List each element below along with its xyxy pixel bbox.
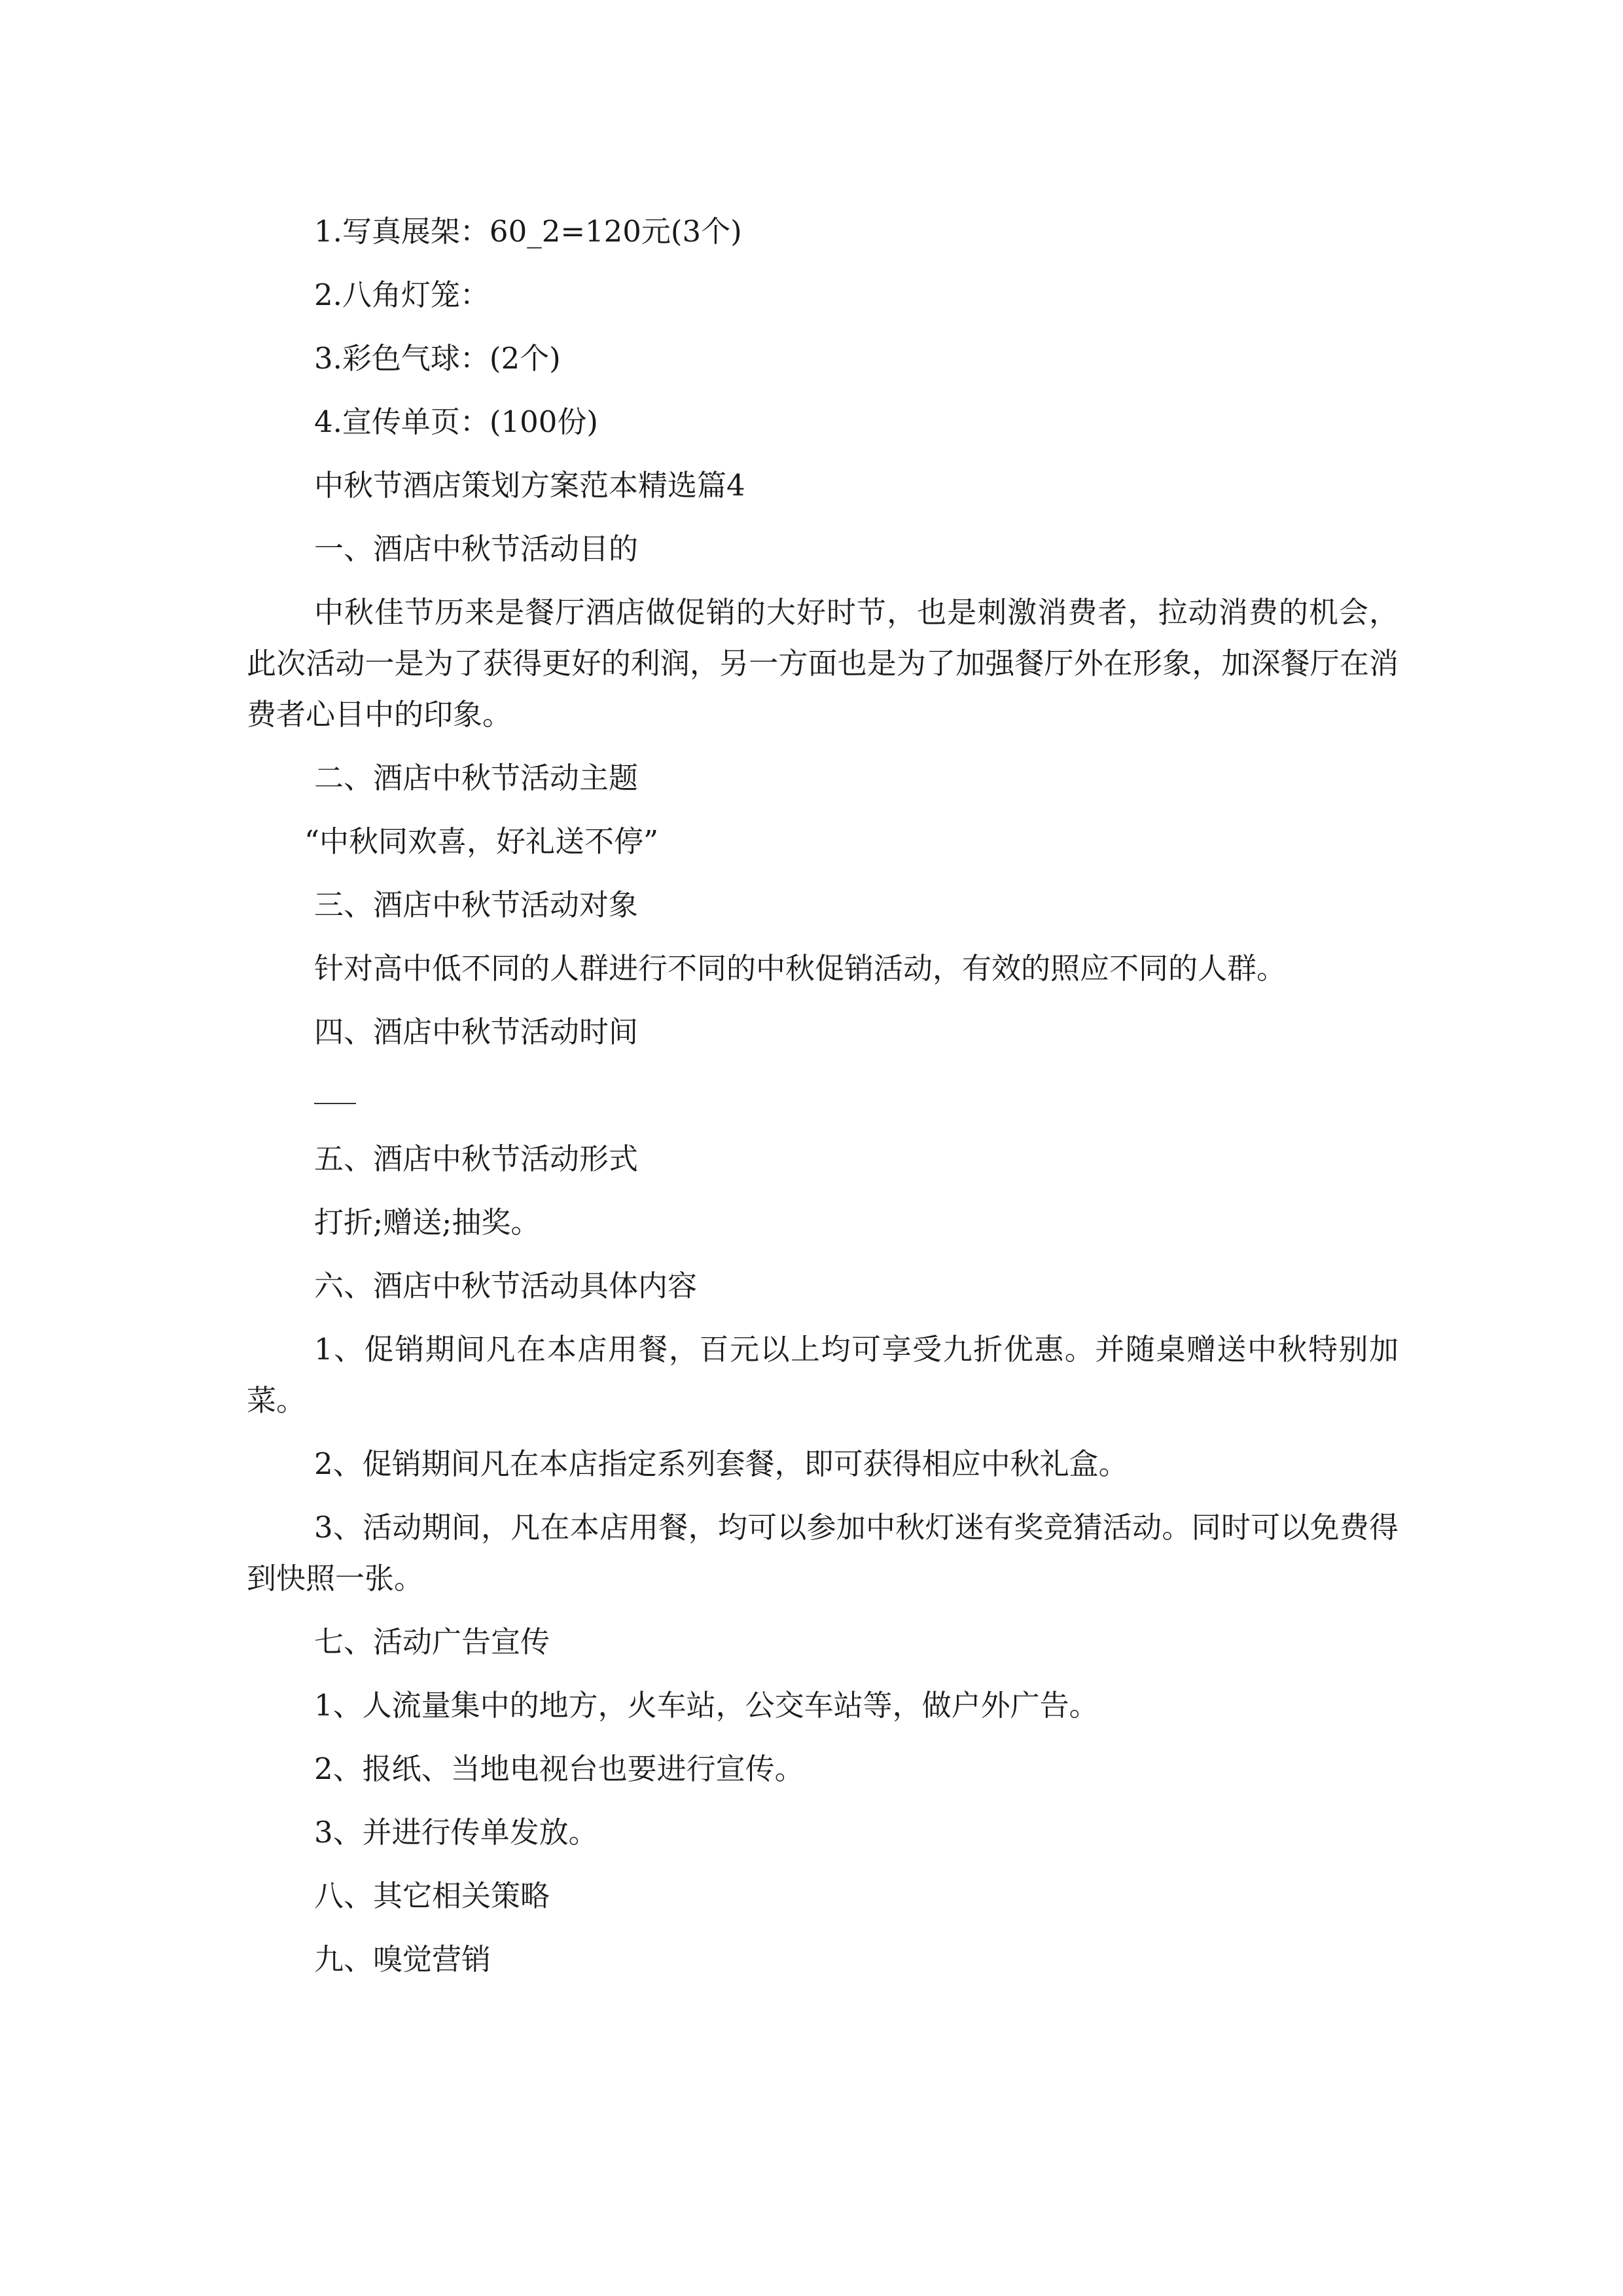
text-line: 1.写真展架：60_2=120元(3个) [314,214,742,249]
heading-olfactory-marketing: 九、嗅觉营销 [314,1942,491,1977]
paragraph-audience: 针对高中低不同的人群进行不同的中秋促销活动，有效的照应不同的人群。 [314,951,1287,986]
paragraph-advertising-2: 2、报纸、当地电视台也要进行宣传。 [314,1751,804,1786]
text-line: 3.彩色气球：(2个) [314,341,561,376]
document-body [247,200,1399,1991]
heading-other-strategies: 八、其它相关策略 [314,1878,550,1913]
section-title: 中秋节酒店策划方案范本精选篇4 [314,468,745,503]
heading-time: 四、酒店中秋节活动时间 [314,1014,639,1049]
paragraph-advertising-3: 3、并进行传单发放。 [314,1815,598,1850]
paragraph-format: 打折;赠送;抽奖。 [314,1205,541,1240]
paragraph-purpose: 中秋佳节历来是餐厅酒店做促销的大好时节，也是刺激消费者，拉动消费的机会，此次活动一是为了获得更好的利润，另一方面也是为了加强餐厅外在形象，加深餐厅在消费者心目中的印象。 [247,595,1399,732]
blank-fill-line [247,1064,1399,1127]
theme-slogan: “中秋同欢喜，好礼送不停” [304,824,659,859]
heading-content: 六、酒店中秋节活动具体内容 [314,1268,698,1303]
text-line: 4.宣传单页：(100份) [314,404,598,439]
paragraph-content-3: 3、活动期间，凡在本店用餐，均可以参加中秋灯迷有奖竞猜活动。同时可以免费得到快照一张。 [247,1510,1399,1596]
text-line: 2.八角灯笼： [314,278,490,312]
heading-theme: 二、酒店中秋节活动主题 [314,761,639,795]
paragraph-content-1: 1、促销期间凡在本店用餐，百元以上均可享受九折优惠。并随桌赠送中秋特别加菜。 [247,1332,1399,1418]
heading-advertising: 七、活动广告宣传 [314,1624,550,1659]
paragraph-content-2: 2、促销期间凡在本店指定系列套餐，即可获得相应中秋礼盒。 [314,1446,1128,1481]
heading-purpose: 一、酒店中秋节活动目的 [314,531,639,566]
blank-underline [314,1103,356,1104]
paragraph-advertising-1: 1、人流量集中的地方，火车站，公交车站等，做户外广告。 [314,1688,1099,1723]
heading-format: 五、酒店中秋节活动形式 [314,1141,639,1176]
heading-audience: 三、酒店中秋节活动对象 [314,888,639,922]
